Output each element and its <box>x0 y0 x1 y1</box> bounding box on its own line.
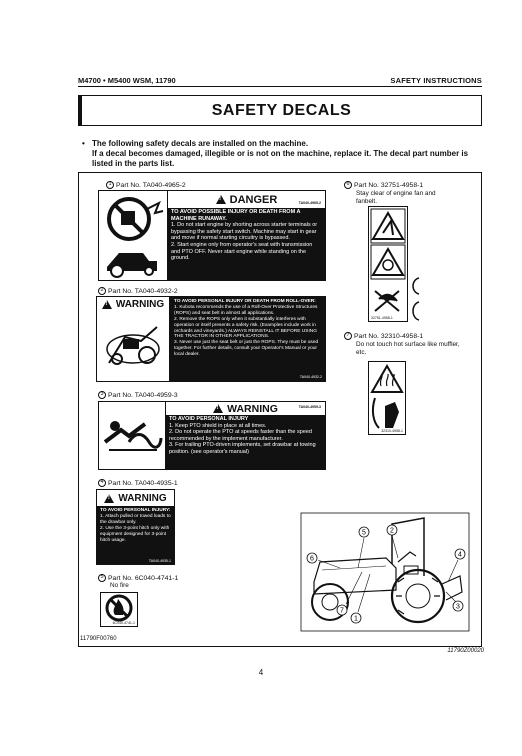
hot-surface-icon <box>369 362 405 434</box>
tractor-callout-1 <box>351 613 361 623</box>
svg-text:4: 4 <box>458 551 462 559</box>
fan-hazard-icon <box>369 207 407 321</box>
decal-6-number: 6 <box>344 181 352 189</box>
tractor-illustration <box>300 512 470 632</box>
decal-2-text-panel <box>170 296 326 382</box>
tractor-callout-5 <box>359 527 369 537</box>
decal-4-item-1: 1. Attach pulled or towed loads to the drawbar only. <box>100 514 171 525</box>
decal-6-pictogram <box>368 206 408 322</box>
decal-1-part <box>106 181 186 189</box>
tractor-callout-7 <box>337 605 347 615</box>
decal-4-banner <box>97 490 174 506</box>
decal-5-part-label: Part No. 6C040-4741-1 <box>108 574 179 582</box>
decal-3-item-3: 3. For trailing PTO-driven implements, set drawbar at towing position. (see operator's manual) <box>169 442 316 455</box>
decal-1-signal: DANGER <box>229 193 278 206</box>
decal-3-item-1: 1. Keep PTO shield in place at all times. <box>169 422 267 429</box>
decal-1-banner <box>168 191 325 208</box>
decal-6-part-label: Part No. 32751-4958-1 <box>354 181 424 189</box>
decal-3-item-2: 2. Do not operate the PTO at speeds faster than the speed recommended by the implement manufacturer. <box>169 429 312 442</box>
decal-1-part-label: Part No. TA040-4965-2 <box>116 181 186 189</box>
warning-triangle-icon <box>102 300 112 309</box>
warning-triangle-icon <box>104 494 114 503</box>
decal-3-code: TA040-4959-3 <box>298 405 321 409</box>
decal-4-number: 4 <box>98 479 106 487</box>
decal-3-part <box>98 391 178 399</box>
decal-5-pictogram <box>100 592 138 627</box>
decal-4-part-label: Part No. TA040-4935-1 <box>108 479 178 487</box>
decal-5-number: 5 <box>98 574 106 582</box>
header-right: SAFETY INSTRUCTIONS <box>390 76 482 85</box>
decal-6-code: 32751-4958-1 <box>371 316 393 320</box>
decal-3-number: 3 <box>98 391 106 399</box>
decal-4-code: TA040-4935-1 <box>148 559 171 563</box>
intro-bullet: • <box>82 139 85 148</box>
decal-6-part <box>344 181 423 189</box>
decal-2-signal: WARNING <box>115 298 165 310</box>
decal-2-code: TA040-4932-2 <box>299 375 322 379</box>
decal-1-code: TA040-4965-2 <box>298 201 321 205</box>
decal-4-panel <box>96 489 175 565</box>
decal-2-item-1: 1. Kubota recommends the use of a Roll-Over Protective Structures (ROPS) and seat belt in almost all applications. <box>174 304 318 316</box>
decal-1-pictogram <box>98 190 168 281</box>
decal-2-pictogram <box>96 296 170 382</box>
pto-entanglement-icon <box>99 402 165 469</box>
decal-2-item-2: 2. Remove the ROPS only when it substantially interferes with operation or itself presents a safety risk. (Examples include work in orchards and vineyards.) ALWAYS REINSTALL IT BEFORE USING THE TRACTOR IN OTHER APPLICATIONS. <box>174 316 317 340</box>
fan-rotation-arrow-icon <box>409 276 423 324</box>
page-number: 4 <box>258 668 264 677</box>
decal-1-number: 1 <box>106 181 114 189</box>
svg-text:2: 2 <box>390 527 394 535</box>
warning-triangle-icon <box>216 195 226 204</box>
intro-line1: The following safety decals are installed on the machine. <box>92 139 309 148</box>
decal-1-heading: TO AVOID POSSIBLE INJURY OR DEATH FROM A MACHINE RUNAWAY. <box>171 209 301 222</box>
tractor-callout-6 <box>307 553 317 563</box>
decal-4-item-2: 2. Use the 3-point hitch only with equipment designed for 3-point hitch usage. <box>100 526 170 543</box>
svg-text:7: 7 <box>340 607 344 615</box>
intro-line2: If a decal becomes damaged, illegible or is not on the machine, replace it. The decal part number is listed in the parts list. <box>92 149 469 168</box>
decal-7-part-label: Part No. 32310-4958-1 <box>354 332 424 340</box>
title-box <box>78 95 482 126</box>
tractor-callout-3 <box>453 601 463 611</box>
svg-text:1: 1 <box>354 615 358 623</box>
decal-2-part-label: Part No. TA040-4932-2 <box>108 287 178 295</box>
intro <box>82 139 484 169</box>
svg-text:5: 5 <box>362 529 366 537</box>
decal-3-heading: TO AVOID PERSONAL INJURY <box>169 416 249 422</box>
decal-6-desc: Stay clear of engine fan and fanbelt. <box>356 190 436 205</box>
decal-1-item-2: 2. Start engine only from operator's seat with transmission and PTO OFF. Never start engine while standing on the ground. <box>171 241 313 262</box>
decal-3-signal: WARNING <box>227 402 278 415</box>
decal-1-item-1: 1. Do not start engine by shorting across starter terminals or bypassing the safety start switch. Machine may start in gear and move if normal starting circuitry is bypassed. <box>171 222 318 242</box>
decal-5-code: 6C040-4741-1 <box>112 621 135 625</box>
decal-4-part <box>98 479 178 487</box>
figure-code-right: 11790Z00020 <box>447 648 484 654</box>
decal-7-desc: Do not touch hot surface like muffler, etc. <box>356 341 460 356</box>
decal-2-heading: TO AVOID PERSONAL INJURY OR DEATH FROM ROLL-OVER: <box>174 299 316 304</box>
decal-4-heading: TO AVOID PERSONAL INJURY: <box>100 508 171 513</box>
decal-4-body <box>97 506 174 564</box>
decal-7-number: 7 <box>344 332 352 340</box>
decal-7-part <box>344 332 423 340</box>
figure-code-left: 11790F00760 <box>80 636 117 642</box>
decal-3-body <box>166 415 325 470</box>
decal-3-banner <box>166 402 325 415</box>
header-left: M4700 • M5400 WSM, 11790 <box>78 76 176 85</box>
svg-text:6: 6 <box>310 555 314 563</box>
decal-2-part <box>98 287 178 295</box>
decal-2-banner <box>97 297 169 311</box>
decal-5-desc: No fire <box>110 582 129 589</box>
tractor-callout-2 <box>387 525 397 535</box>
decal-7-pictogram <box>368 361 406 435</box>
rollover-icon <box>97 311 169 381</box>
decal-3-part-label: Part No. TA040-4959-3 <box>108 391 178 399</box>
svg-text:3: 3 <box>456 603 460 611</box>
warning-triangle-icon <box>213 404 223 413</box>
decal-5-part <box>98 574 178 582</box>
no-start-icon <box>99 191 167 280</box>
header-rule <box>78 86 482 87</box>
decal-1-body <box>168 208 325 280</box>
page-title: SAFETY DECALS <box>211 101 352 119</box>
decal-4-signal: WARNING <box>118 492 167 504</box>
decal-3-text-panel <box>166 401 326 470</box>
tractor-callout-4 <box>455 549 465 559</box>
decal-1-text-panel <box>168 190 326 281</box>
decal-2-item-3: 3. Never use just the seat belt or just the ROPS. They must be used together. For further details, consult your Operator's Manual or your local dealer. <box>174 340 319 358</box>
decal-7-code: 32310-4958-1 <box>381 429 403 433</box>
decal-2-number: 2 <box>98 287 106 295</box>
decal-3-pictogram <box>98 401 166 470</box>
